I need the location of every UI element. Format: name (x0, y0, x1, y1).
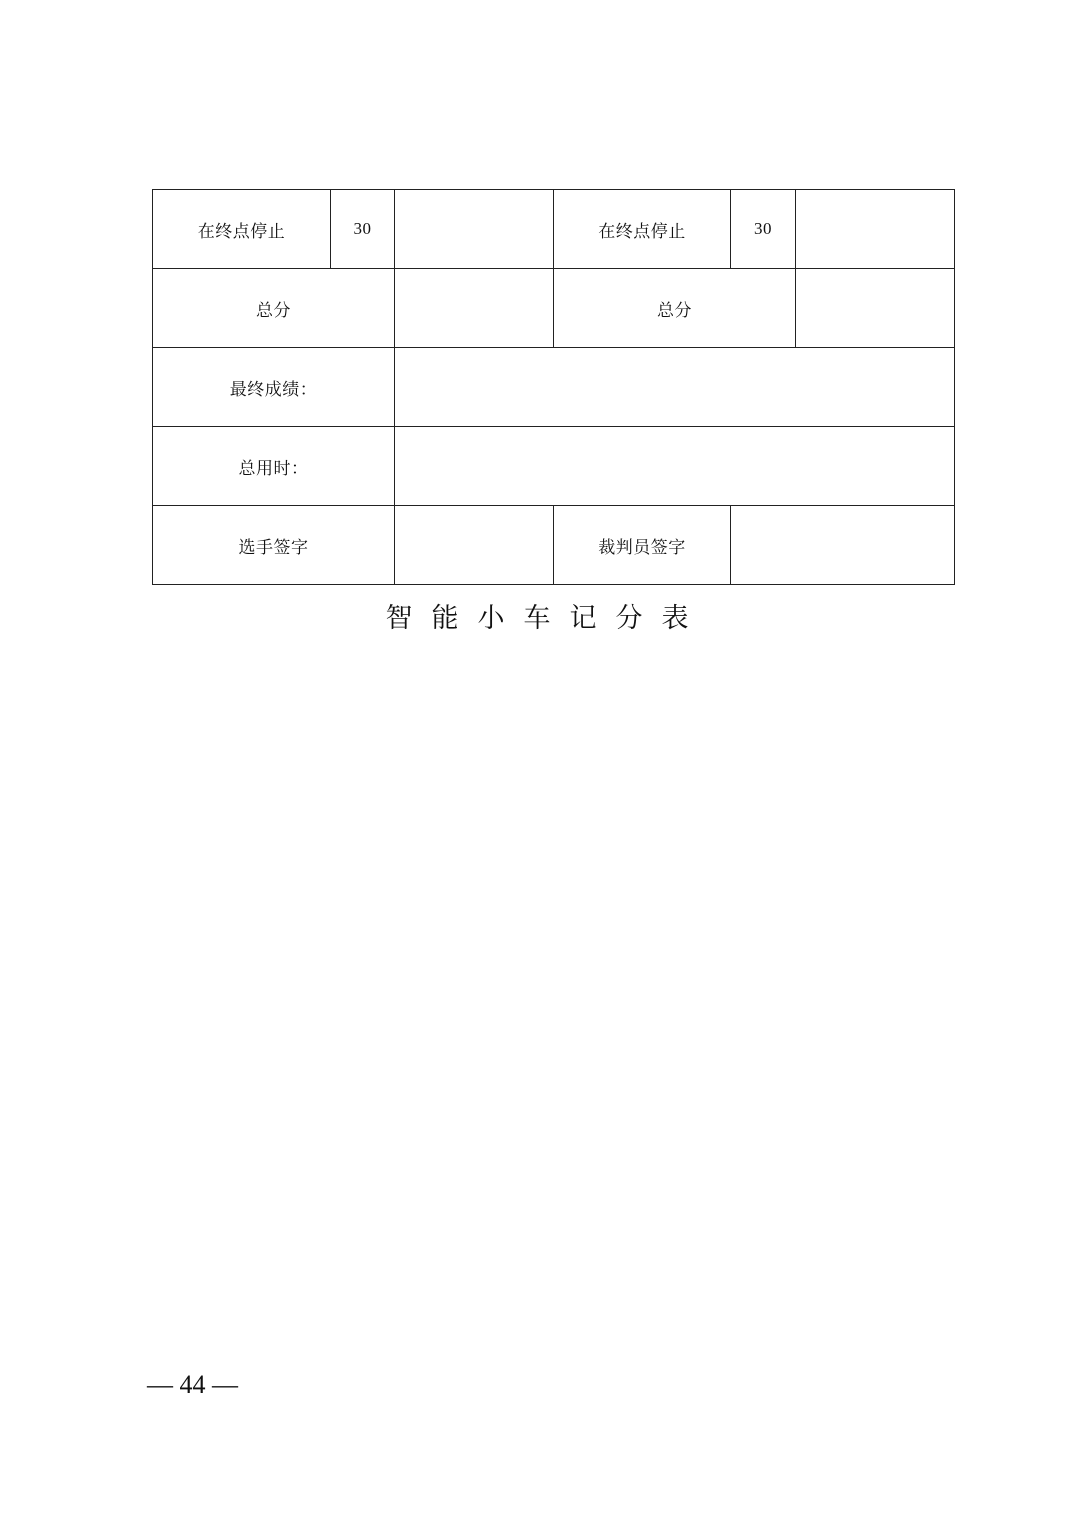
table-row-signatures (153, 506, 955, 585)
table-row-total (153, 269, 955, 348)
contestant-signature-field[interactable] (395, 506, 554, 585)
table-caption: 智能小车记分表 (385, 603, 708, 634)
total-time-label: 总用时： (153, 427, 395, 506)
final-score-label: 最终成绩： (153, 348, 395, 427)
score-table (152, 189, 955, 585)
table-row-stop-at-end (153, 190, 955, 269)
total-value-right[interactable] (796, 269, 955, 348)
referee-signature-field[interactable] (731, 506, 955, 585)
total-label-left: 总分 (153, 269, 395, 348)
stop-score-right[interactable] (796, 190, 955, 269)
table-row-final-score (153, 348, 955, 427)
stop-score-left[interactable] (395, 190, 554, 269)
total-value-left[interactable] (395, 269, 554, 348)
total-label-right: 总分 (554, 269, 796, 348)
final-score-value[interactable] (395, 348, 955, 427)
table-row-total-time (153, 427, 955, 506)
stop-label-right: 在终点停止 (554, 190, 731, 269)
total-time-value[interactable] (395, 427, 955, 506)
stop-points-left: 30 (331, 190, 395, 269)
stop-points-right: 30 (731, 190, 796, 269)
page-number: — 44 — (147, 1370, 238, 1399)
contestant-signature-label: 选手签字 (153, 506, 395, 585)
referee-signature-label: 裁判员签字 (554, 506, 731, 585)
stop-label-left: 在终点停止 (153, 190, 331, 269)
